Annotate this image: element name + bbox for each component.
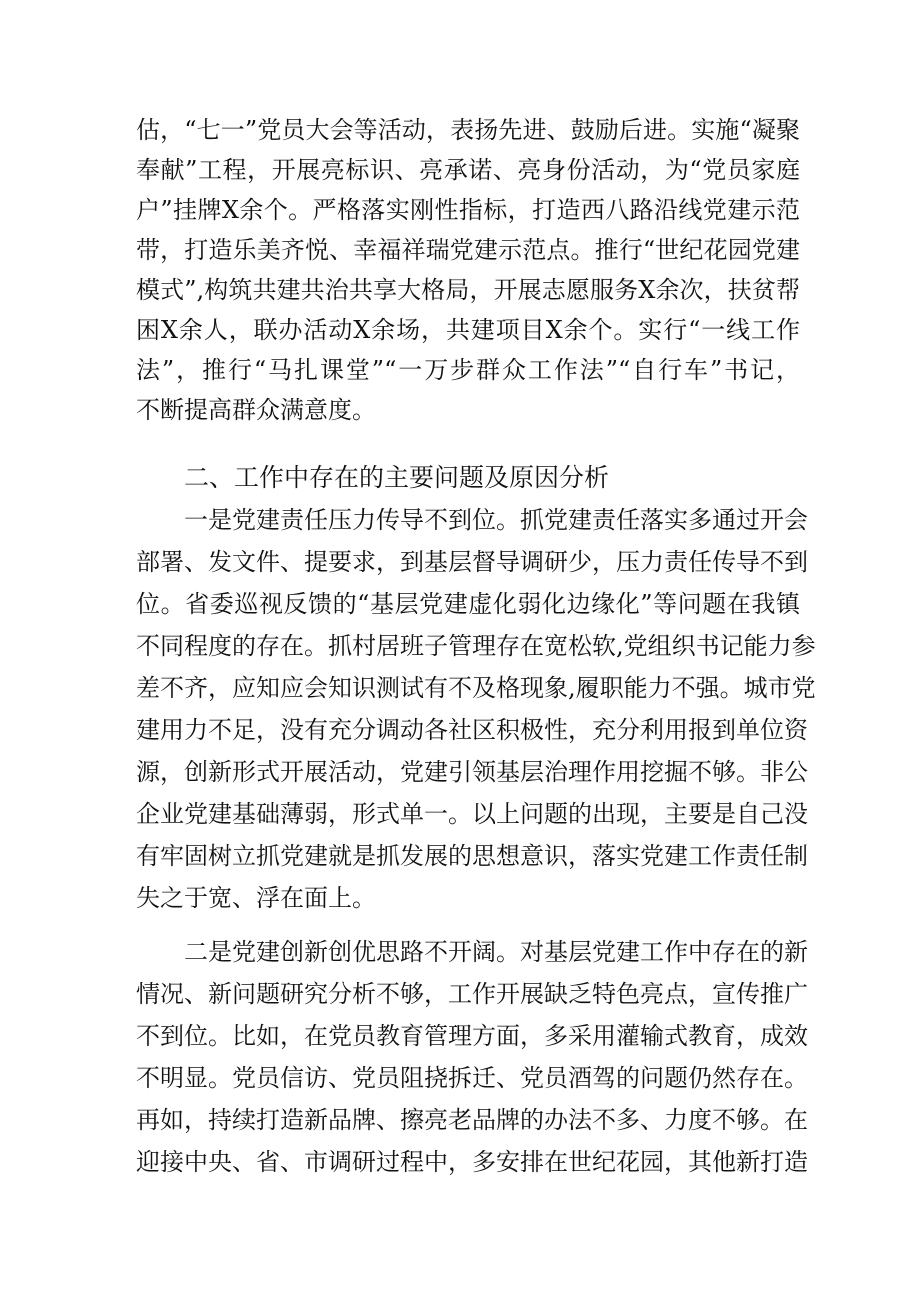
- paragraph-3-line-4: 不明显。党员信访、党员阻挠拆迁、党员酒驾的问题仍然存在。: [136, 1064, 808, 1092]
- paragraph-1-line-1: 估，“七一”党员大会等活动，表扬先进、鼓励后进。实施“凝聚: [136, 116, 800, 144]
- paragraph-3-line-1: 二是党建创新创优思路不开阔。对基层党建工作中存在的新: [184, 938, 808, 966]
- paragraph-2-line-8: 企业党建基础薄弱，形式单一。以上问题的出现，主要是自己没: [136, 800, 808, 828]
- paragraph-3-line-5: 再如，持续打造新品牌、擦亮老品牌的办法不多、力度不够。在: [136, 1106, 808, 1134]
- paragraph-2-line-3: 位。省委巡视反馈的“基层党建虚化弱化边缘化”等问题在我镇: [136, 590, 800, 618]
- paragraph-2-line-5: 差不齐，应知应会知识测试有不及格现象,履职能力不强。城市党: [136, 674, 816, 702]
- paragraph-2-line-4: 不同程度的存在。抓村居班子管理存在宽松软,党组织书记能力参: [136, 632, 816, 660]
- paragraph-1-line-5: 模式”,构筑共建共治共享大格局，开展志愿服务X余次，扶贫帮: [136, 276, 800, 304]
- paragraph-1-line-8: 不断提高群众满意度。: [136, 396, 376, 424]
- paragraph-3-line-2: 情况、新问题研究分析不够，工作开展缺乏特色亮点，宣传推广: [136, 980, 808, 1008]
- paragraph-2-line-10: 失之于宽、浮在面上。: [136, 884, 376, 912]
- paragraph-2-line-2: 部署、发文件、提要求，到基层督导调研少，压力责任传导不到: [136, 548, 808, 576]
- section-heading: 二、工作中存在的主要问题及原因分析: [184, 463, 610, 492]
- paragraph-1-line-3: 户”挂牌X余个。严格落实刚性指标，打造西八路沿线党建示范: [136, 196, 800, 224]
- paragraph-2-line-9: 有牢固树立抓党建就是抓发展的思想意识，落实党建工作责任制: [136, 842, 808, 870]
- paragraph-2-line-1: 一是党建责任压力传导不到位。抓党建责任落实多通过开会: [184, 506, 808, 534]
- paragraph-2-line-7: 源，创新形式开展活动，党建引领基层治理作用挖掘不够。非公: [136, 758, 808, 786]
- paragraph-1-line-4: 带，打造乐美齐悦、幸福祥瑞党建示范点。推行“世纪花园党建: [136, 236, 800, 264]
- paragraph-3-line-3: 不到位。比如，在党员教育管理方面，多采用灌输式教育，成效: [136, 1022, 808, 1050]
- paragraph-2-line-6: 建用力不足，没有充分调动各社区积极性，充分利用报到单位资: [136, 716, 808, 744]
- paragraph-1-line-2: 奉献”工程，开展亮标识、亮承诺、亮身份活动，为“党员家庭: [136, 156, 800, 184]
- paragraph-1-line-6: 困X余人，联办活动X余场，共建项目X余个。实行“一线工作: [136, 316, 800, 344]
- paragraph-3-line-6: 迎接中央、省、市调研过程中，多安排在世纪花园，其他新打造: [136, 1148, 808, 1176]
- paragraph-1-line-7: 法”，推行“马扎课堂”“一万步群众工作法”“自行车”书记，: [136, 356, 800, 384]
